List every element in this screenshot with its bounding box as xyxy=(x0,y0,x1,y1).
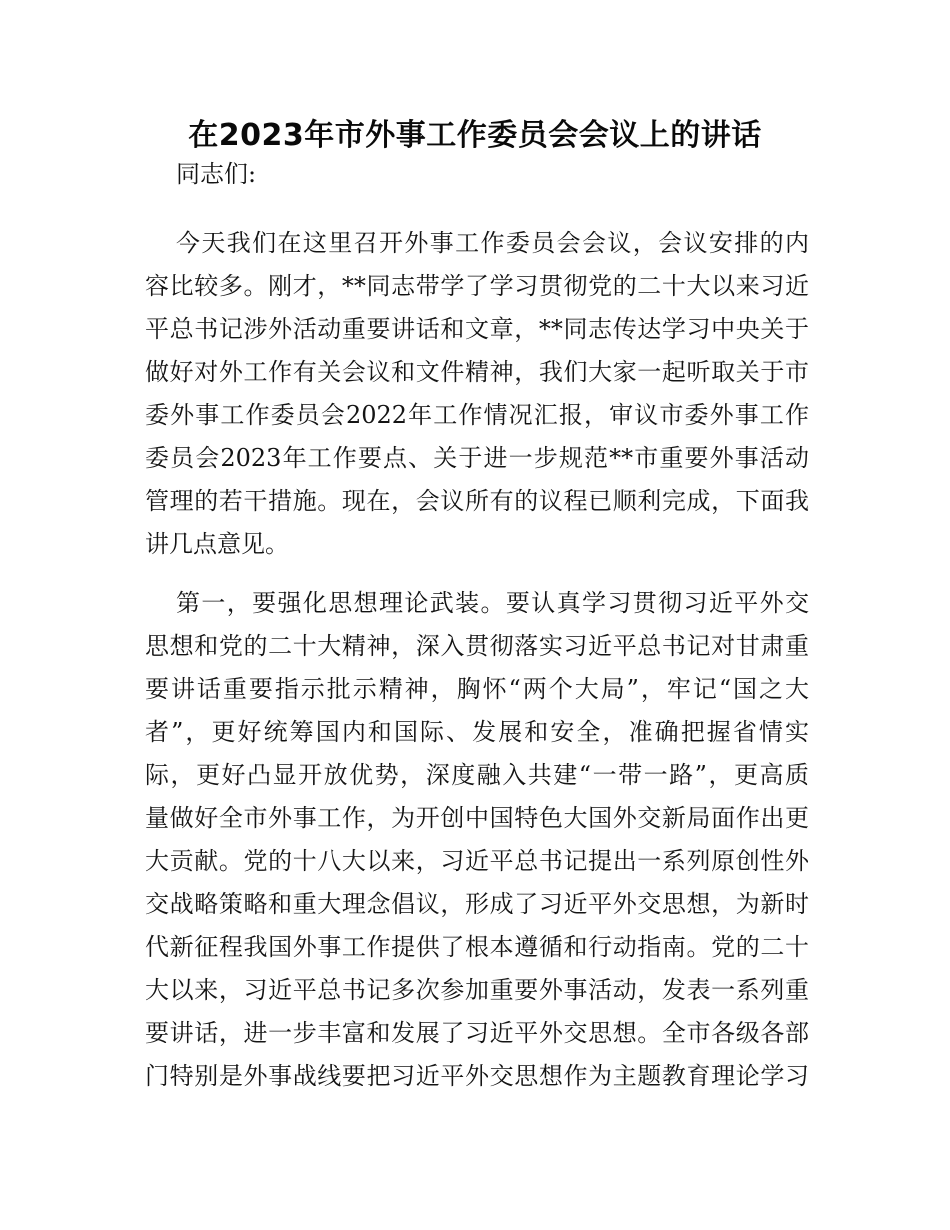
body-line: 管理的若干措施。现在，会议所有的议程已顺利完成，下面我 xyxy=(145,487,809,515)
body-line: 做好对外工作有关会议和文件精神，我们大家一起听取关于市 xyxy=(145,358,809,386)
body-line: 大以来，习近平总书记多次参加重要外事活动，发表一系列重 xyxy=(145,976,809,1004)
body-line: 容比较多。刚才，**同志带学了学习贯彻党的二十大以来习近 xyxy=(145,272,809,300)
body-line: 交战略策略和重大理念倡议，形成了习近平外交思想，为新时 xyxy=(145,890,809,918)
body-line: 讲几点意见。 xyxy=(145,530,289,558)
body-line: 际，更好凸显开放优势，深度融入共建“一带一路”，更高质 xyxy=(145,761,809,789)
body-line: 大贡献。党的十八大以来，习近平总书记提出一系列原创性外 xyxy=(145,847,809,875)
body-line: 代新征程我国外事工作提供了根本遵循和行动指南。党的二十 xyxy=(145,933,809,961)
body-line: 第一，要强化思想理论武装。要认真学习贯彻习近平外交 xyxy=(176,589,809,617)
body-line: 要讲话，进一步丰富和发展了习近平外交思想。全市各级各部 xyxy=(145,1019,809,1047)
body-line: 者”，更好统筹国内和国际、发展和安全，准确把握省情实 xyxy=(145,718,809,746)
body-line: 量做好全市外事工作，为开创中国特色大国外交新局面作出更 xyxy=(145,804,809,832)
body-line: 平总书记涉外活动重要讲话和文章，**同志传达学习中央关于 xyxy=(145,315,809,343)
salutation: 同志们: xyxy=(176,160,257,188)
body-line: 委员会2023年工作要点、关于进一步规范**市重要外事活动 xyxy=(145,444,809,472)
document-title: 在2023年市外事工作委员会会议上的讲话 xyxy=(188,118,762,153)
body-line: 要讲话重要指示批示精神，胸怀“两个大局”，牢记“国之大 xyxy=(145,675,809,703)
body-line: 思想和党的二十大精神，深入贯彻落实习近平总书记对甘肃重 xyxy=(145,632,809,660)
body-line: 委外事工作委员会2022年工作情况汇报，审议市委外事工作 xyxy=(145,401,809,429)
body-line: 今天我们在这里召开外事工作委员会会议，会议安排的内 xyxy=(176,229,809,257)
body-line: 门特别是外事战线要把习近平外交思想作为主题教育理论学习 xyxy=(145,1062,809,1090)
